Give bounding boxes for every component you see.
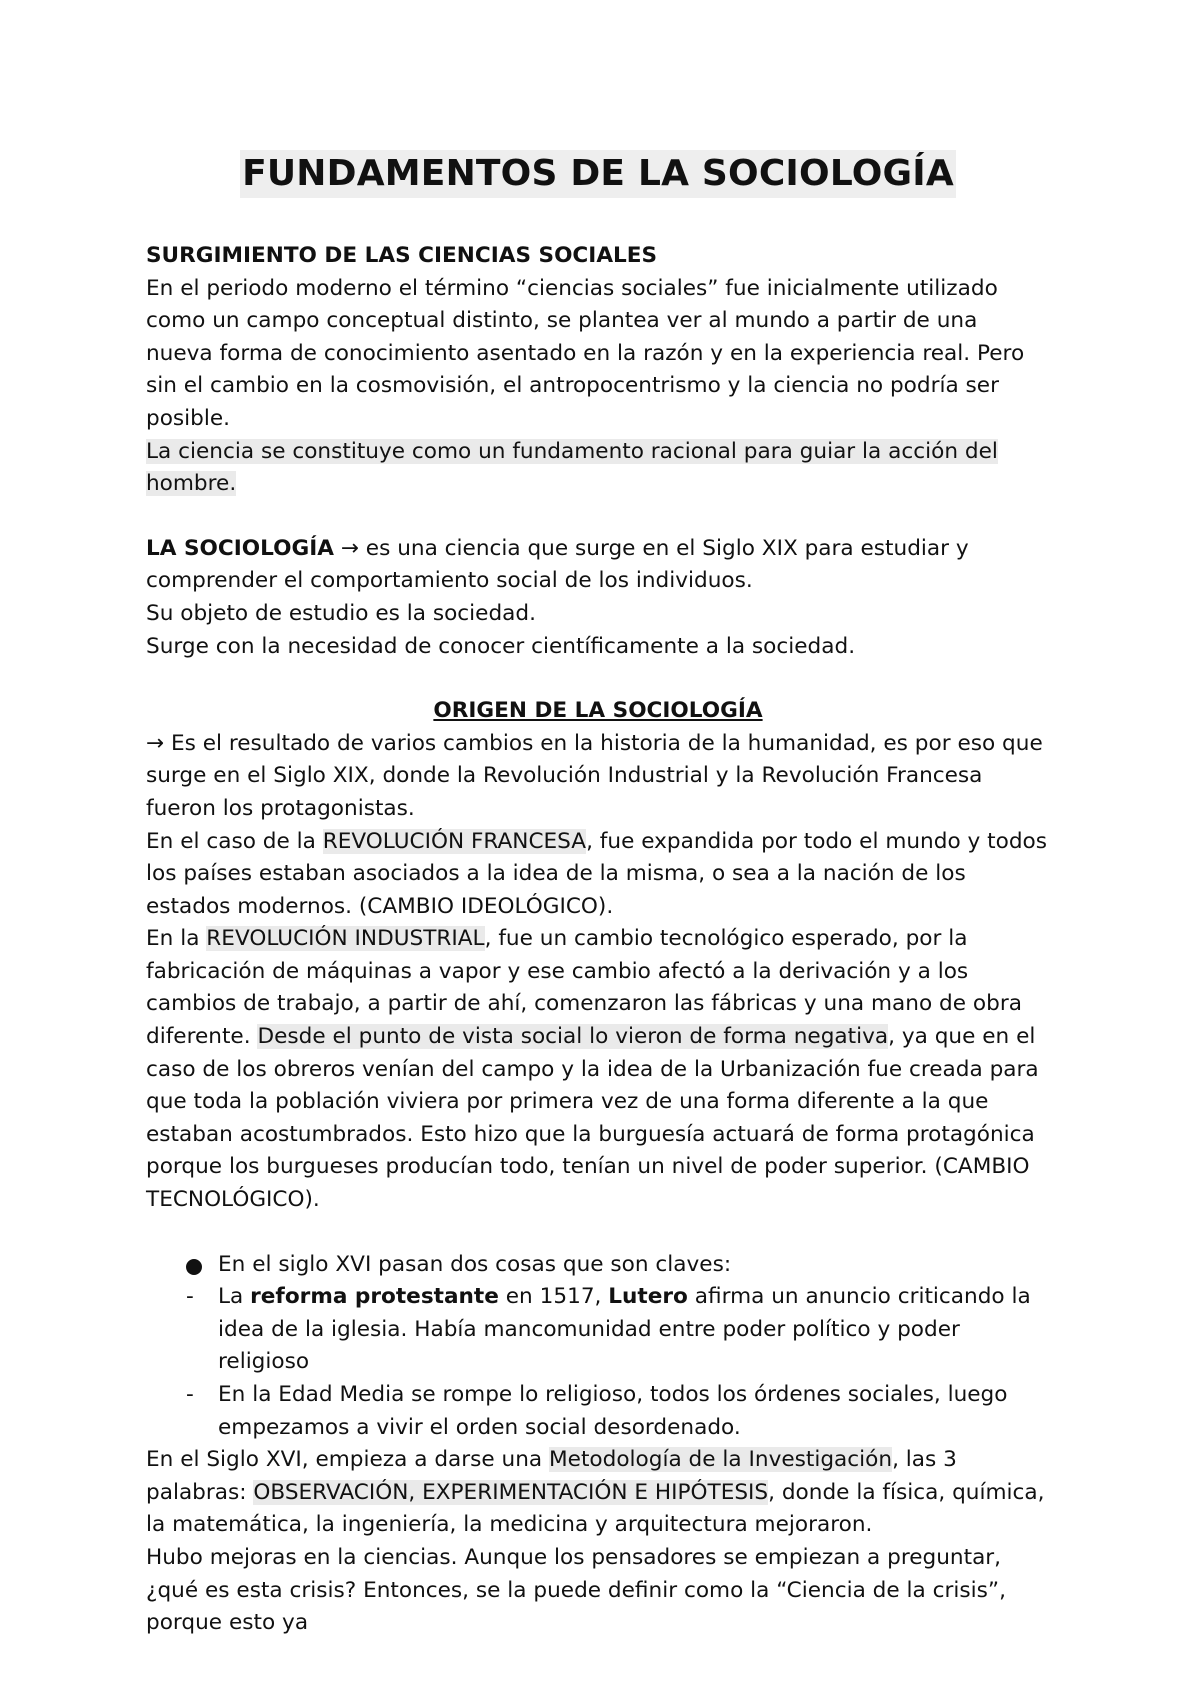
paragraph-sociologia-def [146,533,1050,598]
paragraph-necesidad: Surge con la necesidad de conocer científicamente a la sociedad. [146,633,856,659]
arrow-icon: → [146,730,165,756]
document-body [146,240,1050,1640]
text-span: En la [146,926,207,952]
highlight-observacion: OBSERVACIÓN, EXPERIMENTACIÓN E HIPÓTESIS [253,1479,769,1505]
text-span: , ya que en el caso de los obreros venían del campo y la idea de la Urbanización fue creada para que toda la población viviera por primera vez de una forma diferente a la que estaban acostumbrados. Esto hizo que la burguesía actuará de forma protagónica porque los burgueses producían todo, tenían un nivel de poder superior. (CAMBIO TECNOLÓGICO). [146,1024,1039,1213]
term-sociologia: LA SOCIOLOGÍA [146,535,334,561]
list-item-bullet [146,1249,1050,1282]
highlighted-sentence: La ciencia se constituye como un fundamento racional para guiar la acción del hombre. [146,438,998,497]
text-span: La [218,1284,251,1310]
bold-lutero: Lutero [608,1284,688,1310]
key-points-list [146,1249,1050,1445]
paragraph-objeto: Su objeto de estudio es la sociedad. [146,600,536,626]
list-item-reforma [146,1281,1050,1379]
highlight-rev-francesa: REVOLUCIÓN FRANCESA [322,828,587,854]
paragraph-origen [146,728,1050,826]
spacer [146,663,1050,695]
text-span: En el Siglo XVI, empieza a darse una [146,1447,550,1473]
bold-reforma: reforma protestante [250,1284,499,1310]
paragraph-rev-industrial [146,923,1050,1216]
dash-icon: - [186,1382,194,1407]
section-heading-surgimiento: SURGIMIENTO DE LAS CIENCIAS SOCIALES [146,243,658,268]
text-span: , fue un cambio tecnológico esperado, por la fabricación de máquinas a vapor y ese cambio afectó a la derivación y a los cambios de trabajo, a partir de ahí, comenzaron las fábricas y una mano de obra diferente. [146,926,1022,1050]
highlight-punto-de-vista: Desde el punto de vista social lo vieron de forma negativa [257,1024,889,1050]
origen-text: Es el resultado de varios cambios en la historia de la humanidad, es por eso que surge en el Siglo XIX, donde la Revolución Industrial y la Revolución Francesa fueron los protagonistas. [146,730,1043,821]
text-span: En el siglo XVI pasan dos cosas que son claves: [218,1251,732,1277]
bullet-icon [186,1259,202,1275]
highlight-metodologia: Metodología de la Investigación [549,1447,893,1473]
paragraph-surgimiento: En el periodo moderno el término “ciencias sociales” fue inicialmente utilizado como un campo conceptual distinto, se plantea ver al mundo a partir de una nueva forma de conocimiento asentado en la razón y en la experiencia real. Pero sin el cambio en la cosmovisión, el antropocentrismo y la ciencia no podría ser posible. [146,275,1025,431]
highlight-rev-industrial: REVOLUCIÓN INDUSTRIAL [206,926,485,952]
text-span: , fue expandida por todo el mundo y todos los países estaban asociados a la idea de la misma, o sea a la nación de los estados modernos. (CAMBIO IDEOLÓGICO). [146,828,1048,919]
document-title: FUNDAMENTOS DE LA SOCIOLOGÍA [240,150,956,198]
text-span: , donde la física, química, la matemática, la ingeniería, la medicina y arquitectura mejoraron. [146,1479,1045,1538]
paragraph-highlight [146,436,1050,501]
text-span: En la Edad Media se rompe lo religioso, todos los órdenes sociales, luego empezamos a vivir el orden social desordenado. [218,1382,1008,1440]
section-heading-origen-wrap [146,695,1050,728]
spacer [146,501,1050,533]
text-span: afirma un anuncio criticando la idea de la iglesia. Había mancomunidad entre poder político y poder religioso [218,1284,1031,1375]
text-span: , las 3 palabras: [146,1447,957,1505]
paragraph-rev-francesa [146,826,1050,924]
spacer [146,1217,1050,1249]
list-item-edad-media [146,1379,1050,1444]
title-wrap [146,0,1050,198]
dash-icon: - [186,1284,194,1310]
text-span: en 1517, [498,1284,609,1310]
paragraph-metodologia [146,1444,1050,1542]
section-heading-origen: ORIGEN DE LA SOCIOLOGÍA [433,698,763,724]
paragraph-crisis: Hubo mejoras en la ciencias. Aunque los pensadores se empiezan a preguntar, ¿qué es esta crisis? Entonces, se la puede definir como la “Ciencia de la crisis”, porque esto ya [146,1544,1006,1636]
definition-text: es una ciencia que surge en el Siglo XIX para estudiar y comprender el comportamiento social de los individuos. [146,535,969,594]
text-span: En el caso de la [146,828,323,854]
arrow-icon: → [340,535,359,561]
